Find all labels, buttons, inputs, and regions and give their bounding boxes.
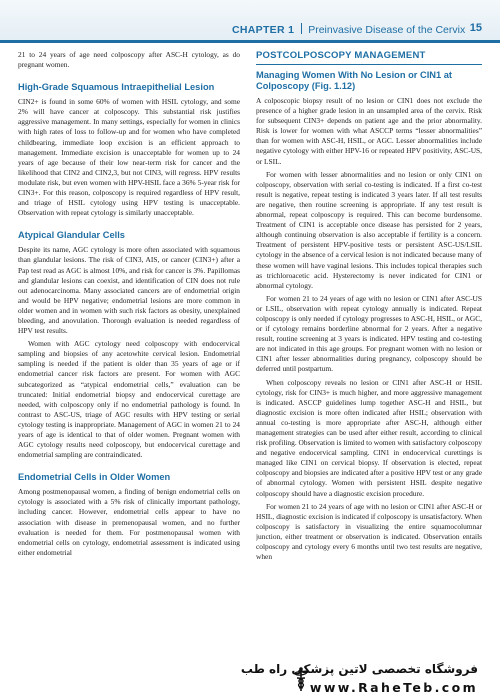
watermark-footer — [0, 658, 500, 700]
header-rule — [0, 40, 500, 43]
left-column — [18, 50, 240, 658]
section-title: POSTCOLPOSCOPY MANAGEMENT — [256, 50, 482, 65]
paragraph: 21 to 24 years of age need colposcopy after ASC-H cytology, as do pregnant women. — [18, 50, 240, 70]
paragraph: Among postmenopausal women, a finding of benign endometrial cells on cytology is associated with a 5% risk of clinically important pathology, including cancer. However, endometrial cells appear to have no association with disease in premenopausal women, and no further evaluation is needed for them. For postmenopausal women with endometrial cells on cytology, endometrial assessment is indicated using either endometrial — [18, 487, 240, 557]
running-head — [232, 23, 465, 36]
paragraph: Women with AGC cytology need colposcopy with endocervical sampling and biopsies of any acetowhite cervical lesion. Endometrial sampling is needed if the patient is older than 35 years of age or if endometrial cancer risk factors are present. For women with AGC subcategorized as “atypical endometrial cells,” evaluation can be truncated: Initial endometrial biopsy and endocervical curettage are needed, with colposcopy only if no endometrial pathology is found. In contrast to ASC-US, triage of AGC results with HPV testing or serial cytology testing is inappropriate. Management of AGC in women 21 to 24 years of age is identical to that of older women. Pregnant women with AGC cytology results need colposcopy, but endocervical curettage and endometrial sampling are contraindicated. — [18, 339, 240, 460]
page-number: 15 — [469, 22, 482, 34]
paragraph: For women 21 to 24 years of age with no lesion or CIN1 after ASC-US or LSIL, observation with repeat cytology annually is indicated. Repeat colposcopy is only needed if cytology progresses to ASC-H, HSIL, or AGC, or if cytology remains borderline abnormal for 2 years. After a negative result, routine screening at 3 years is indicated. HPV testing and co-testing are not indicated in this age groups. For pregnant women with no lesion or CIN1 after lesser abnormalities during pregnancy, colposcopy should be deferred until postpartum. — [256, 293, 482, 374]
paragraph: CIN2+ is found in some 60% of women with HSIL cytology, and some 2% will have cancer at colposcopy. This substantial risk justifies aggressive management. In many settings, especially for women in clinics with high rates of loss to follow-up and for women who have completed childbearing, immediate loop excision is an efficient approach to management. Immediate excision is unacceptable for women up to 24 years of age because of their low near-term risk for cancer and the likelihood that CIN2 and CIN2,3, but not CIN3, will regress. HPV results modulate risk, but even women with HPV-HSIL face a 36% 5-year risk for CIN3+. For this reason, colposcopy is required regardless of HPV result, and triage of HSIL cytology using HPV testing is unacceptable. Observation with repeat cytology is similarly unacceptable. — [18, 97, 240, 218]
page-header — [0, 0, 500, 40]
right-column — [256, 50, 482, 658]
paragraph: For women 21 to 24 years of age with no lesion or CIN1 after ASC-H or HSIL, diagnostic excision is indicated if colposcopy is unsatisfactory. When colposcopy is satisfactory in visualizing the entire squamocolumnar junction, either treatment or observation is indicated. Observation entails colposcopy and cytology every 6 months until two test results are negative, when — [256, 501, 482, 562]
chapter-title: Preinvasive Disease of the Cervix — [308, 24, 466, 36]
heading-hsil: High-Grade Squamous Intraepithelial Lesion — [18, 82, 215, 93]
watermark-url: www.RaheTeb.com — [309, 680, 478, 695]
chapter-label: CHAPTER 1 — [232, 24, 295, 36]
paragraph: Despite its name, AGC cytology is more often associated with squamous than glandular lesions. The risk of CIN3, AIS, or cancer (CIN3+) after a Pap test read as AGC is almost 10%, and risk for cancer is 3%. Papillomas and glandular lesions can coexist, and identification of CIN does not rule out adenocarcinoma. Many associated cancers are of endometrial origin and would be HPV negative; endometrial lesions are more common in older women and in women with such risk factors as obesity, unexplained bleeding, and anovulation. Thorough evaluation is needed regardless of HPV test results. — [18, 245, 240, 336]
watermark-persian: فروشگاه تخصصی لاتین پزشکی راه طب — [240, 662, 478, 676]
paragraph: When colposcopy reveals no lesion or CIN1 after ASC-H or HSIL cytology, risk for CIN3+ is much higher, and more aggressive management is indicated. ASCCP guidelines lump together ASC-H and HSIL, but diagnostic excision is more often indicated after HSIL; observation with annual co-testing is more appropriate after ASC-H, although either management strategies can be used after either result, according to clinical risk profiling. Observation is limited to women with satisfactory colposcopy and negative endocervical sampling. CIN1 in endocervical curettings is managed like CIN1 on cervical biopsy. If observation is elected, repeat colposcopy and biopsies are indicated after a positive HPV test or any grade of abnormal cytology. Women with persistent HSIL despite negative colposcopy should have a diagnostic excision procedure. — [256, 377, 482, 498]
paragraph: A colposcopic biopsy result of no lesion or CIN1 does not exclude the presence of a higher grade lesion in an unsampled area of the cervix. Risk for subsequent CIN3+ depends on patient age and the prior abnormality. Risk is lower for women with what ASCCP terms “lesser abnormalities” than for women with ASC-H, HSIL, or AGC. Lesser abnormalities include negative cytology with either HPV-16 or repeated HPV positivity, ASC-US, or LSIL. — [256, 96, 482, 166]
header-divider — [301, 23, 302, 34]
heading-agc: Atypical Glandular Cells — [18, 230, 125, 241]
paragraph: For women with lesser abnormalities and no lesion or only CIN1 on colposcopy, observation with serial co-testing is indicated. If a first co-test result is negative, repeat testing is indicated 3 years later. If all test results are negative, then routine screening is appropriate. If any test result is abnormal, repeat colposcopy is required. This can become burdensome. Treatment of CIN1 is acceptable once disease has persisted for 2 years, although continuing observation is also acceptable if fertility is a concern. Treatment of persistent HPV-positive tests or persistent ASC-US/LSIL cytology in the absence of a cervical lesion is not indicated because many of these women will have vaginal lesions. This includes topical therapies such as trichloroacetic acid. Hysterectomy is never indicated for CIN1 or abnormal cytology. — [256, 169, 482, 290]
subsection-title: Managing Women With No Lesion or CIN1 at Colposcopy (Fig. 1.12) — [256, 70, 453, 91]
heading-endometrial: Endometrial Cells in Older Women — [18, 472, 171, 483]
